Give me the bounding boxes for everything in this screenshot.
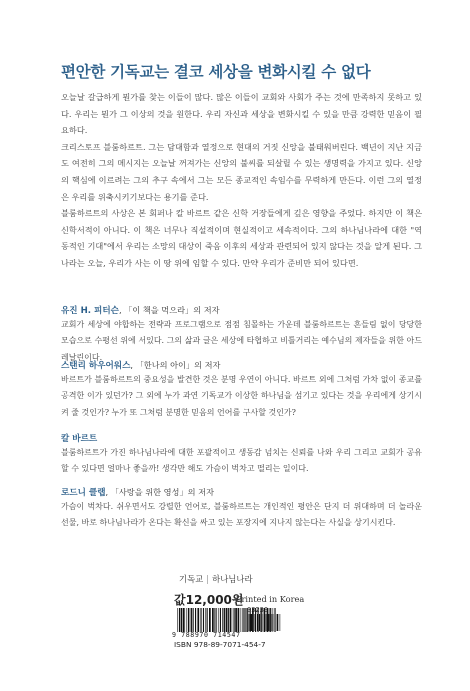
barcode-bar [273,614,274,631]
review-text-4: 가슴이 벅차다. 쉬우면서도 강렬한 언어로, 블룸하르트는 개인적인 평안은 단지 더 위대하며 더 놀라운 선물, 바로 하나님나라가 온다는 확신을 싸고 있는 포장지에 지나지 않는다는 사실을 상기시킨다. [61,502,422,528]
barcode-bar [209,608,211,632]
barcode-bar [266,614,267,631]
barcode-bar [228,608,229,632]
barcode-bar [193,608,194,632]
barcode-bar [224,608,225,632]
barcode-bar [248,614,249,631]
barcode-bar [234,608,235,632]
reviewer-name-1 [61,304,220,316]
barcode-bar [268,614,270,631]
addon-barcode [247,614,281,631]
reviewer-credit: , 「이 책을 먹으라」의 저자 [118,305,220,315]
barcode-bar [255,614,256,631]
barcode-bar [241,608,242,632]
reviewer-name: 로드니 클랩 [61,488,106,498]
book-category [179,573,253,585]
barcode-bar [242,608,243,632]
category-separator: | [206,574,210,584]
barcode-bar [244,608,245,632]
reviewer-credit: , 「한나의 아이」의 저자 [130,360,221,370]
intro-text [61,89,422,272]
barcode-bar [186,608,187,632]
barcode-bar [254,614,255,631]
intro-paragraph-2: 크리스토프 블룸하르트. 그는 담대함과 열정으로 현대의 거짓 신앙을 불태워버린다. 백년이 지난 지금도 여전히 그의 메시지는 오늘날 꺼져가는 신앙의 불씨를 되살릴 수 있는 생명력을 가지고 있다. 신앙의 핵심에 이르려는 그의 추구 속에서 그는 모든 종교적인 속임수를 무력하게 만든다. 이런 그의 열정은 우리를 위축시키기보다는 용기를 준다. [61,141,422,202]
reviewer-name-2 [61,359,220,371]
barcode-bar [179,608,180,632]
barcode-bar [270,614,271,631]
barcode-bar [191,608,192,632]
barcode-bar [220,608,221,632]
barcode-bar [205,608,206,632]
barcode-bar [226,608,228,632]
barcode-bar [235,608,237,632]
barcode-bar [262,614,263,631]
reviewer-name-3 [61,432,97,444]
review-text-1: 교회가 세상에 야합하는 전략과 프로그램으로 점점 침몰하는 가운데 블룸하르트는 흔들림 없이 당당한 모습으로 수평선 위에 서있다. 그의 삶과 글은 세상에 타협하고 비틀거리는 예수님의 제자들을 위한 아드레날린이다. [61,320,422,362]
barcode-bar [250,614,252,631]
reviewer-name: 칼 바르트 [61,434,98,444]
barcode-bar [195,608,196,632]
barcode-bar [259,614,261,631]
review-text-3: 블룸하르트가 가진 하나님나라에 대한 포괄적이고 생동감 넘치는 신뢰를 나와 우리 그리고 교회가 공유할 수 있다면 얼마나 좋을까! 생각만 해도 가슴이 벅차고 떨리는 일이다. [61,448,422,474]
reviewer-name-4 [61,486,214,498]
barcode-bar [222,608,223,632]
barcode-bar [253,614,254,631]
barcode-bar [218,608,219,632]
barcode-bar [181,608,183,632]
price-label: 값12,000원 [174,593,244,607]
reviewer-credit: , 「사랑을 위한 영성」의 저자 [105,487,214,497]
reviewer-name: 스탠리 하우어워스 [61,361,131,371]
barcode-bar [214,608,215,632]
intro-paragraph-1: 오늘날 갈급하게 뭔가를 찾는 이들이 많다. 많은 이들이 교회와 사회가 주는 것에 만족하지 못하고 있다. 우리는 뭔가 그 이상의 것을 원한다. 우리 자신과 세상을 변화시킬 수 있을 만큼 강력한 믿음이 필요하다. [61,92,422,136]
barcode-bar [232,608,233,632]
barcode-bar [257,614,258,631]
barcode-bar [197,608,199,632]
intro-paragraph-3: 블룸하르트의 사상은 본 회퍼나 칼 바르트 같은 신학 거장들에게 깊은 영향을 주었다. 하지만 이 책은 신학서적이 아니다. 이 책은 너무나 직설적이며 현실적이고 세속적이다. 그의 하나님나라에 대한 "역동적인 기대"에서 우리는 소망의 대상이 죽음 이후의 세상과 관련되어 있지 않다는 것을 알게 된다. 그 나라는 오늘, 우리가 사는 이 땅 위에 임할 수 있다. 만약 우리가 준비만 되어 있다면. [61,208,422,268]
barcode-bar [212,608,214,632]
isbn-number: ISBN 978-89-7071-454-7 [174,640,266,649]
barcode-bar [272,614,273,631]
barcode-bar [177,608,178,632]
barcode-bar [230,608,231,632]
barcode-bar [190,608,191,632]
barcode-bar [238,608,240,632]
barcode-bar [200,608,201,632]
barcode-bar [264,614,265,631]
barcode-bar [277,614,279,631]
headline: 편안한 기독교는 결코 세상을 변화시킬 수 없다 [61,63,371,81]
barcode-bar [183,608,185,632]
barcode-bar [216,608,217,632]
category-primary: 기독교 [179,574,204,584]
barcode-bar [207,608,208,632]
reviewer-name: 유진 H. 피터슨 [61,306,119,316]
barcode-bar [280,614,281,631]
barcode-bar [267,614,268,631]
category-secondary: 하나님나라 [212,574,253,584]
barcode-bar [188,608,189,632]
printed-in-label: Printed in Korea [236,594,305,604]
barcode-bar [275,614,276,631]
barcode-digits: 9 788970 714547 [172,631,241,639]
barcode-bar [249,614,250,631]
review-text-2: 바르트가 블룸하르트의 중요성을 발견한 것은 분명 우연이 아니다. 바르트 외에 그처럼 가차 없이 종교를 공격한 이가 있던가? 그 외에 누가 과연 기독교가 이상한 하나님을 섬기고 있다는 것을 우리에게 상기시켜 줄 것인가? 누가 또 그처럼 분명한 믿음의 언어를 구사할 것인가? [61,375,422,417]
barcode-bar [203,608,204,632]
